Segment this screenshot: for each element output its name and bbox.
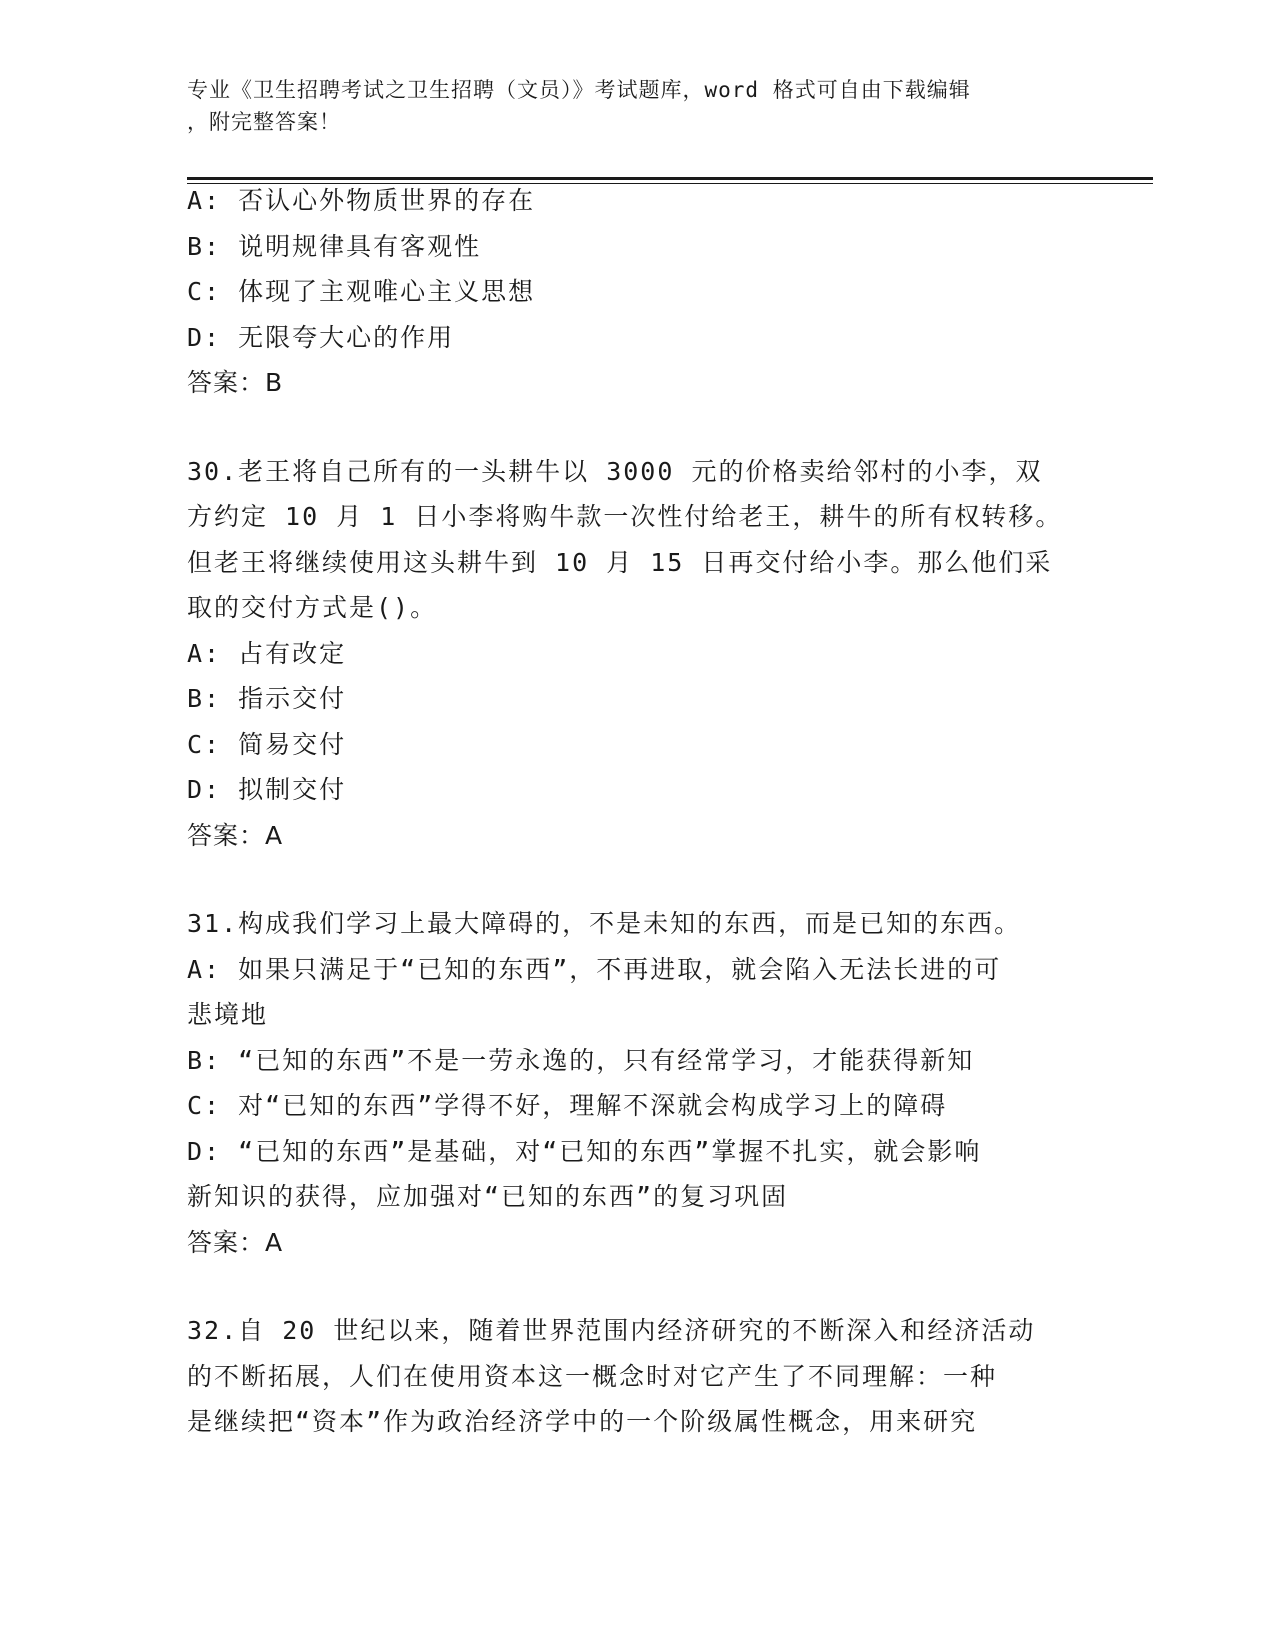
document-header (187, 74, 1067, 138)
header-line-2: ，附完整答案！ (187, 110, 341, 134)
question-32 (187, 1308, 1067, 1445)
question-31 (187, 901, 1067, 1265)
option-b: B: “已知的东西”不是一劳永逸的，只有经常学习，才能获得新知 (187, 1045, 975, 1075)
option-c: C: 对“已知的东西”学得不好，理解不深就会构成学习上的障碍 (187, 1091, 948, 1120)
option-d: D: “已知的东西”是基础，对“已知的东西”掌握不扎实，就会影响 (187, 1136, 982, 1166)
option-a-continued: 悲境地 (187, 1000, 269, 1029)
spacer (187, 858, 1067, 901)
option-b: B: 说明规律具有客观性 (187, 231, 482, 261)
question-stem-line: 32.自 20 世纪以来，随着世界范围内经济研究的不断深入和经济活动 (187, 1316, 1036, 1345)
option-b: B: 指示交付 (187, 684, 347, 713)
question-stem-line: 但老王将继续使用这头耕牛到 10 月 15 日再交付给小李。那么他们采 (187, 547, 1053, 577)
spacer (187, 1265, 1067, 1308)
question-stem-line: 30.老王将自己所有的一头耕牛以 3000 元的价格卖给邻村的小李，双 (187, 456, 1043, 486)
option-c: C: 简易交付 (187, 729, 347, 759)
question-29 (187, 178, 1067, 406)
option-a: A: 如果只满足于“已知的东西”，不再进取，就会陷入无法长进的可 (187, 954, 1002, 984)
question-stem-line: 的不断拓展，人们在使用资本这一概念时对它产生了不同理解：一种 (187, 1361, 998, 1391)
option-d: D: 拟制交付 (187, 775, 347, 804)
option-c: C: 体现了主观唯心主义思想 (187, 277, 536, 306)
question-30 (187, 449, 1067, 859)
option-a: A: 占有改定 (187, 638, 347, 668)
answer-label: 答案：A (187, 1227, 284, 1257)
question-stem-line: 是继续把“资本”作为政治经济学中的一个阶级属性概念，用来研究 (187, 1407, 978, 1436)
option-d: D: 无限夸大心的作用 (187, 322, 455, 352)
spacer (187, 406, 1067, 449)
question-stem-line: 31.构成我们学习上最大障碍的，不是未知的东西，而是已知的东西。 (187, 909, 1022, 938)
option-a: A: 否认心外物质世界的存在 (187, 186, 536, 215)
question-content (187, 178, 1067, 1445)
question-stem-line: 取的交付方式是()。 (187, 593, 438, 622)
header-line-1: 专业《卫生招聘考试之卫生招聘（文员）》考试题库，word 格式可自由下载编辑 (187, 78, 971, 102)
question-stem-line: 方约定 10 月 1 日小李将购牛款一次性付给老王，耕牛的所有权转移。 (187, 502, 1063, 531)
answer-label: 答案：A (187, 820, 284, 850)
option-d-continued: 新知识的获得，应加强对“已知的东西”的复习巩固 (187, 1182, 789, 1211)
answer-label: 答案：B (187, 368, 284, 397)
